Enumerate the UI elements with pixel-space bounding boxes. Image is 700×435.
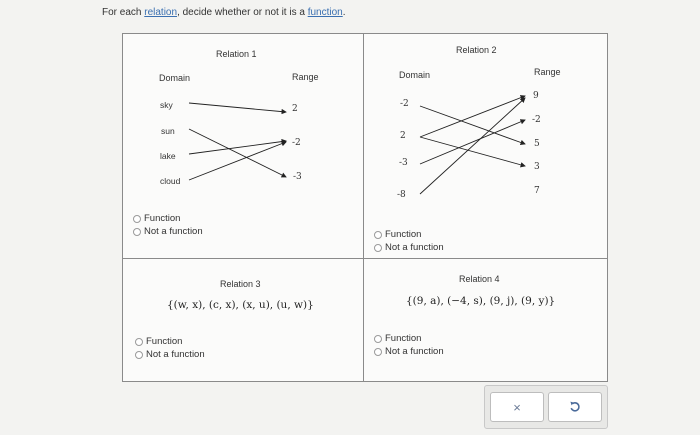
relation-2-range-item: 3 [534,162,540,172]
relation-2-domain-item: -3 [399,158,408,168]
relation-1-domain-item: sky [160,100,173,110]
relation-4-function-option[interactable]: Function [374,333,421,344]
relation-4-title: Relation 4 [459,274,500,284]
relation-2-arrow [420,120,525,164]
relation-1-panel [123,34,364,259]
radio-button[interactable] [135,351,143,359]
relation-2-range-item: 9 [533,91,539,101]
relation-1-domain-label: Domain [159,73,191,83]
radio-button[interactable] [374,335,382,343]
relation-2-arrow [420,106,525,144]
close-icon: × [513,399,521,415]
radio-button[interactable] [135,338,143,346]
relation-link[interactable]: relation [144,7,178,18]
relation-1-domain-item: cloud [160,176,181,186]
relation-3-not-function-option[interactable]: Not a function [135,349,205,360]
relation-2-arrow [420,137,525,166]
clear-button[interactable] [490,392,544,422]
relation-4-panel [364,259,607,381]
relation-4-set: {(9, a), (−4, s), (9, j), (9, y)} [406,295,556,307]
relation-1-arrow [189,129,286,177]
instructions: For each relation, decide whether or not it is a function. [102,7,346,18]
relation-2-panel [364,34,607,259]
radio-button[interactable] [133,228,141,236]
relation-2-range-label: Range [534,67,561,77]
undo-button[interactable] [548,392,602,422]
radio-button[interactable] [374,244,382,252]
relation-1-title: Relation 1 [216,49,257,59]
relation-2-domain-item: 2 [400,131,406,141]
relation-3-function-option[interactable]: Function [135,336,182,347]
relation-3-panel [123,259,364,381]
relation-2-function-option[interactable]: Function [374,229,421,240]
relation-1-function-option[interactable]: Function [133,213,180,224]
function-link[interactable]: function [307,7,343,18]
relation-1-arrow-diagram [123,34,363,258]
relation-2-domain-label: Domain [399,70,431,80]
relation-2-title: Relation 2 [456,45,497,55]
radio-button[interactable] [374,231,382,239]
relations-grid [122,33,608,382]
answer-button-panel [484,385,608,429]
radio-button[interactable] [374,348,382,356]
relation-2-arrow [420,98,525,194]
relation-2-range-item: 5 [534,139,540,149]
relation-2-domain-item: -8 [397,190,406,200]
relation-2-not-function-option[interactable]: Not a function [374,242,444,253]
relation-1-domain-item: sun [161,126,175,136]
relation-1-domain-item: lake [160,151,176,161]
radio-button[interactable] [133,215,141,223]
relation-2-arrow-diagram [364,34,607,258]
relation-1-range-item: -3 [293,172,302,182]
relation-2-arrow [420,96,525,137]
relation-1-range-item: -2 [292,138,301,148]
relation-1-not-function-option[interactable]: Not a function [133,226,203,237]
relation-1-range-item: 2 [292,104,298,114]
relation-2-range-item: -2 [532,115,541,125]
relation-3-title: Relation 3 [220,279,261,289]
undo-icon [568,400,582,414]
relation-4-not-function-option[interactable]: Not a function [374,346,444,357]
relation-2-range-item: 7 [534,186,540,196]
relation-2-domain-item: -2 [400,99,409,109]
relation-1-arrow [189,103,286,112]
relation-3-set: {(w, x), (c, x), (x, u), (u, w)} [167,299,314,311]
relation-1-range-label: Range [292,72,319,82]
